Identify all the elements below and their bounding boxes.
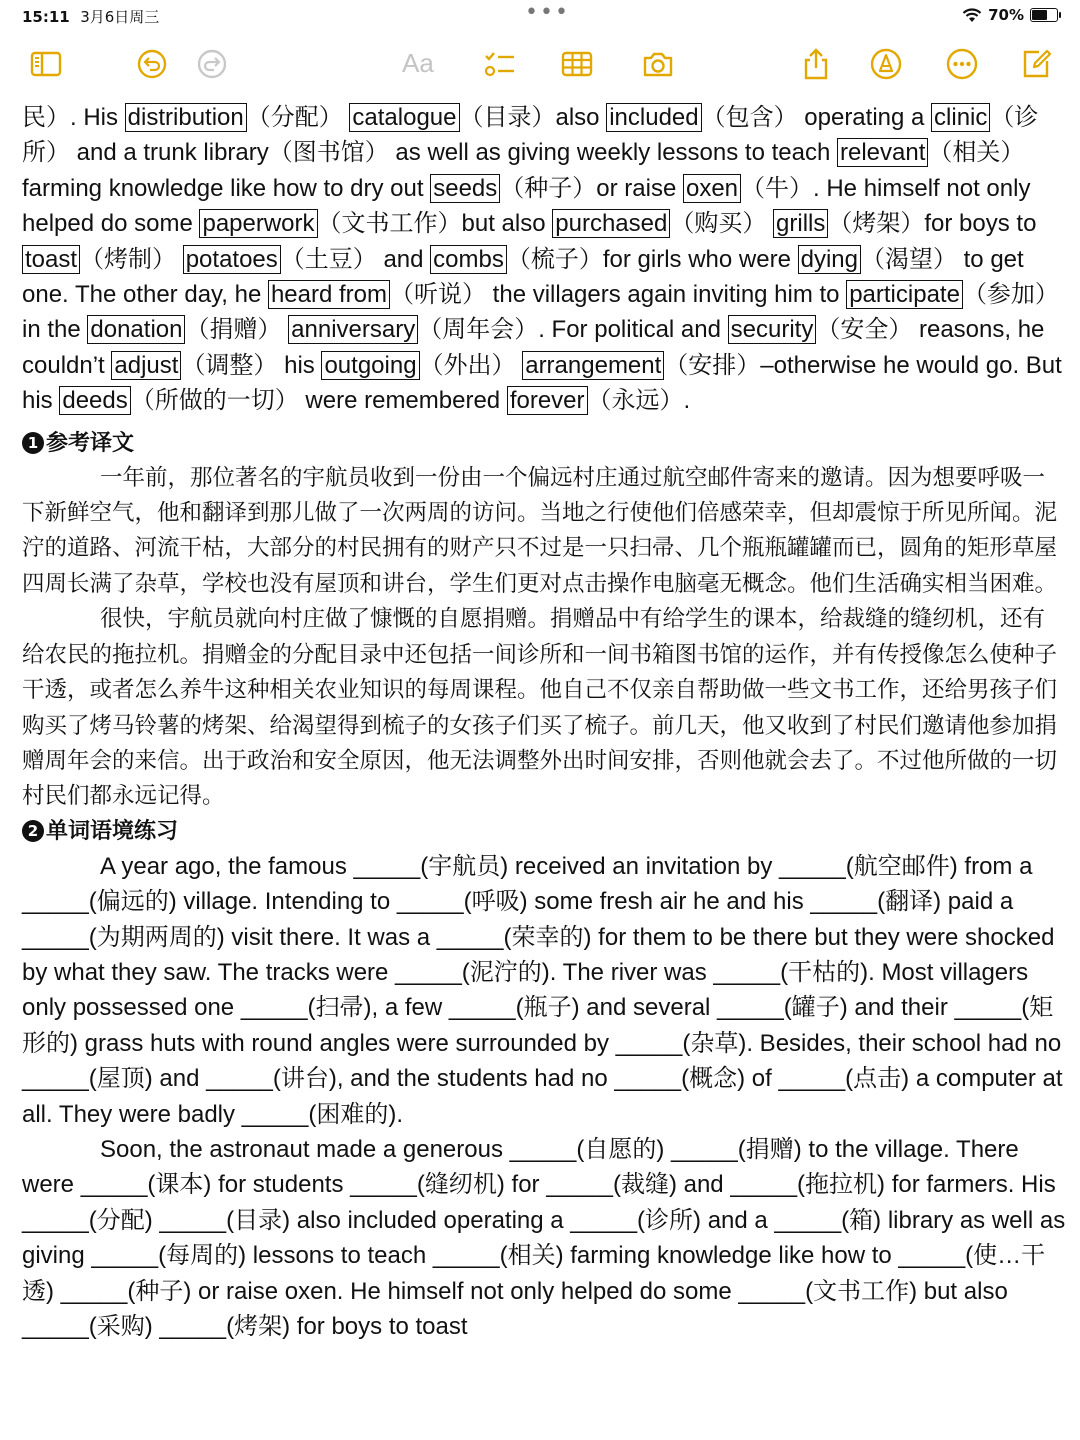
sidebar-icon[interactable] xyxy=(24,40,68,88)
exercise-paragraph: Soon, the astronaut made a generous _____(自愿的) _____(捐赠) to the village. There were _____(课本) for students _____(缝纫机) for _____(裁缝) and _____(拖拉机) for farmers. His _____(分配) _____(目录) also included operating a _____(诊所) and a _____(箱) library as well as giving _____(每周的) lessons to teach _____(相关) farming knowledge like how to _____(使…干透) _____(种子) or raise oxen. He himself not only helped do some _____(文书工作) but also _____(采购) _____(烤架) for boys to toast xyxy=(22,1135,1066,1340)
passage-text: （文书工作）but also xyxy=(317,210,553,238)
battery-icon xyxy=(1030,8,1058,22)
boxed-vocab-word: seeds xyxy=(430,174,500,203)
status-time xyxy=(22,6,159,27)
boxed-vocab-word: arrangement xyxy=(522,351,664,380)
passage-paragraph xyxy=(22,100,1067,419)
section-title: 单词语境练习 xyxy=(46,818,179,844)
passage-text: （相关） farming knowledge like how to dry out xyxy=(22,139,1025,202)
passage-text: （烤制） xyxy=(80,245,183,273)
passage-text: （分配） xyxy=(246,104,350,131)
multitasking-dots-icon[interactable]: ••• xyxy=(525,0,570,25)
clock-time: 15:11 xyxy=(22,8,70,26)
boxed-vocab-word: purchased xyxy=(552,209,670,238)
wifi-icon xyxy=(962,8,982,23)
passage-text: （安排）–otherwise he would go. But his xyxy=(22,351,1062,415)
checklist-icon[interactable] xyxy=(478,40,522,88)
battery-fill xyxy=(1032,10,1047,20)
passage-text: （参加） in the xyxy=(22,281,1059,344)
section-heading-translation xyxy=(22,427,1067,461)
boxed-vocab-word: included xyxy=(606,103,701,132)
note-body[interactable] xyxy=(22,100,1067,1344)
passage-text: （调整） his xyxy=(181,351,322,379)
redo-icon[interactable] xyxy=(190,40,234,88)
passage-text: （目录）also xyxy=(459,104,607,131)
markup-pen-icon[interactable] xyxy=(864,40,908,88)
boxed-vocab-word: combs xyxy=(430,245,507,274)
boxed-vocab-word: forever xyxy=(507,386,588,415)
passage-text: （安全） reasons, he couldn’t xyxy=(22,316,1045,379)
boxed-vocab-word: outgoing xyxy=(321,351,419,380)
status-bar xyxy=(0,0,1080,34)
boxed-vocab-word: participate xyxy=(846,280,963,309)
passage-text: （烤架）for boys to xyxy=(828,210,1037,238)
boxed-vocab-word: potatoes xyxy=(183,245,281,274)
table-icon[interactable] xyxy=(555,40,599,88)
section-heading-exercise xyxy=(22,815,1067,849)
passage-text: （捐赠） xyxy=(185,316,289,344)
boxed-vocab-word: relevant xyxy=(837,138,928,167)
text-format-button[interactable]: Aa xyxy=(402,48,434,78)
boxed-vocab-word: adjust xyxy=(111,351,181,380)
number-badge: 2 xyxy=(22,820,44,842)
passage-text: 民）. His xyxy=(22,104,125,131)
translation-paragraph: 很快，宇航员就向村庄做了慷慨的自愿捐赠。捐赠品中有给学生的课本，给裁缝的缝纫机，还有给农民的拖拉机。捐赠金的分配目录中还包括一间诊所和一间书箱图书馆的运作，并有传授像怎么使种子干透，或者怎么养牛这种相关农业知识的每周课程。他自己不仅亲自帮助做一些文书工作，还给男孩子们购买了烤马铃薯的烤架、给渴望得到梳子的女孩子们买了梳子。前几天，他又收到了村民们邀请他参加捐赠周年会的来信。出于政治和安全原因，他无法调整外出时间安排，否则他就会去了。不过他所做的一切村民们都永远记得。 xyxy=(22,606,1058,810)
battery-percent: 70% xyxy=(988,6,1024,24)
passage-text: （种子）or raise xyxy=(500,174,683,202)
boxed-vocab-word: deeds xyxy=(59,386,130,415)
passage-text: （听说） the villagers again inviting him to xyxy=(390,281,847,309)
undo-icon[interactable] xyxy=(130,40,174,88)
passage-text: （诊所） and a trunk library（图书馆） as well as giving weekly lessons to teach xyxy=(22,104,1039,167)
passage-text: （外出） xyxy=(419,351,523,379)
passage-text: （牛）. He himself not only helped do some xyxy=(22,174,1031,238)
number-badge: 1 xyxy=(22,432,44,454)
boxed-vocab-word: oxen xyxy=(683,174,741,203)
more-icon[interactable] xyxy=(940,40,984,88)
section-title: 参考译文 xyxy=(46,430,135,456)
boxed-vocab-word: paperwork xyxy=(199,209,317,238)
boxed-vocab-word: heard from xyxy=(268,280,390,309)
share-icon[interactable] xyxy=(794,40,838,88)
passage-text: （土豆） and xyxy=(280,245,431,273)
camera-icon[interactable] xyxy=(636,40,680,88)
passage-text: （梳子）for girls who were xyxy=(506,245,798,273)
boxed-vocab-word: clinic xyxy=(931,103,990,132)
passage-text: （渴望） to get one. The other day, he xyxy=(22,245,1024,309)
boxed-vocab-word: security xyxy=(728,315,817,344)
passage-text: （周年会）. For political and xyxy=(418,316,728,344)
passage-text: （购买） xyxy=(670,210,774,238)
exercise-paragraph: A year ago, the famous _____(宇航员) received an invitation by _____(航空邮件) from a _____(偏远的) village. Intending to _____(呼吸) some fresh air he and his _____(翻译) paid a _____(为期两周的) visit there. It was a _____(荣幸的) for them to be there but they were shocked by what they saw. The tracks were _____(泥泞的). The river was _____(干枯的). Most villagers only possessed one _____(扫帚), a few _____(瓶子) and several _____(罐子) and their _____(矩形的) grass huts with round angles were surrounded by _____(杂草). Besides, their school had no _____(屋顶) and _____(讲台), and the students had no _____(概念) of _____(点击) a computer at all. They were badly _____(困难的). xyxy=(22,852,1063,1128)
compose-icon[interactable] xyxy=(1014,40,1058,88)
translation-paragraph: 一年前，那位著名的宇航员收到一份由一个偏远村庄通过航空邮件寄来的邀请。因为想要呼吸一下新鲜空气，他和翻译到那儿做了一次两周的访问。当地之行使他们倍感荣幸，但却震惊于所见所闻。泥泞的道路、河流干枯，大部分的村民拥有的财产只不过是一只扫帚、几个瓶瓶罐罐而已，圆角的矩形草屋四周长满了杂草，学校也没有屋顶和讲台，学生们更对点击操作电脑毫无概念。他们生活确实相当困难。 xyxy=(22,464,1058,597)
boxed-vocab-word: dying xyxy=(798,245,861,274)
clock-date: 3月6日周三 xyxy=(80,8,160,26)
boxed-vocab-word: distribution xyxy=(125,103,247,132)
boxed-vocab-word: donation xyxy=(87,315,185,344)
passage-text: （永远）. xyxy=(587,387,691,415)
boxed-vocab-word: toast xyxy=(22,245,80,274)
boxed-vocab-word: catalogue xyxy=(349,103,459,132)
passage-text: （所做的一切） were remembered xyxy=(130,387,507,415)
boxed-vocab-word: grills xyxy=(773,209,828,238)
passage-text: （包含） operating a xyxy=(701,104,932,131)
boxed-vocab-word: anniversary xyxy=(288,315,418,344)
notes-toolbar xyxy=(0,40,1080,90)
status-right xyxy=(962,6,1058,24)
english-passage xyxy=(22,100,1067,419)
